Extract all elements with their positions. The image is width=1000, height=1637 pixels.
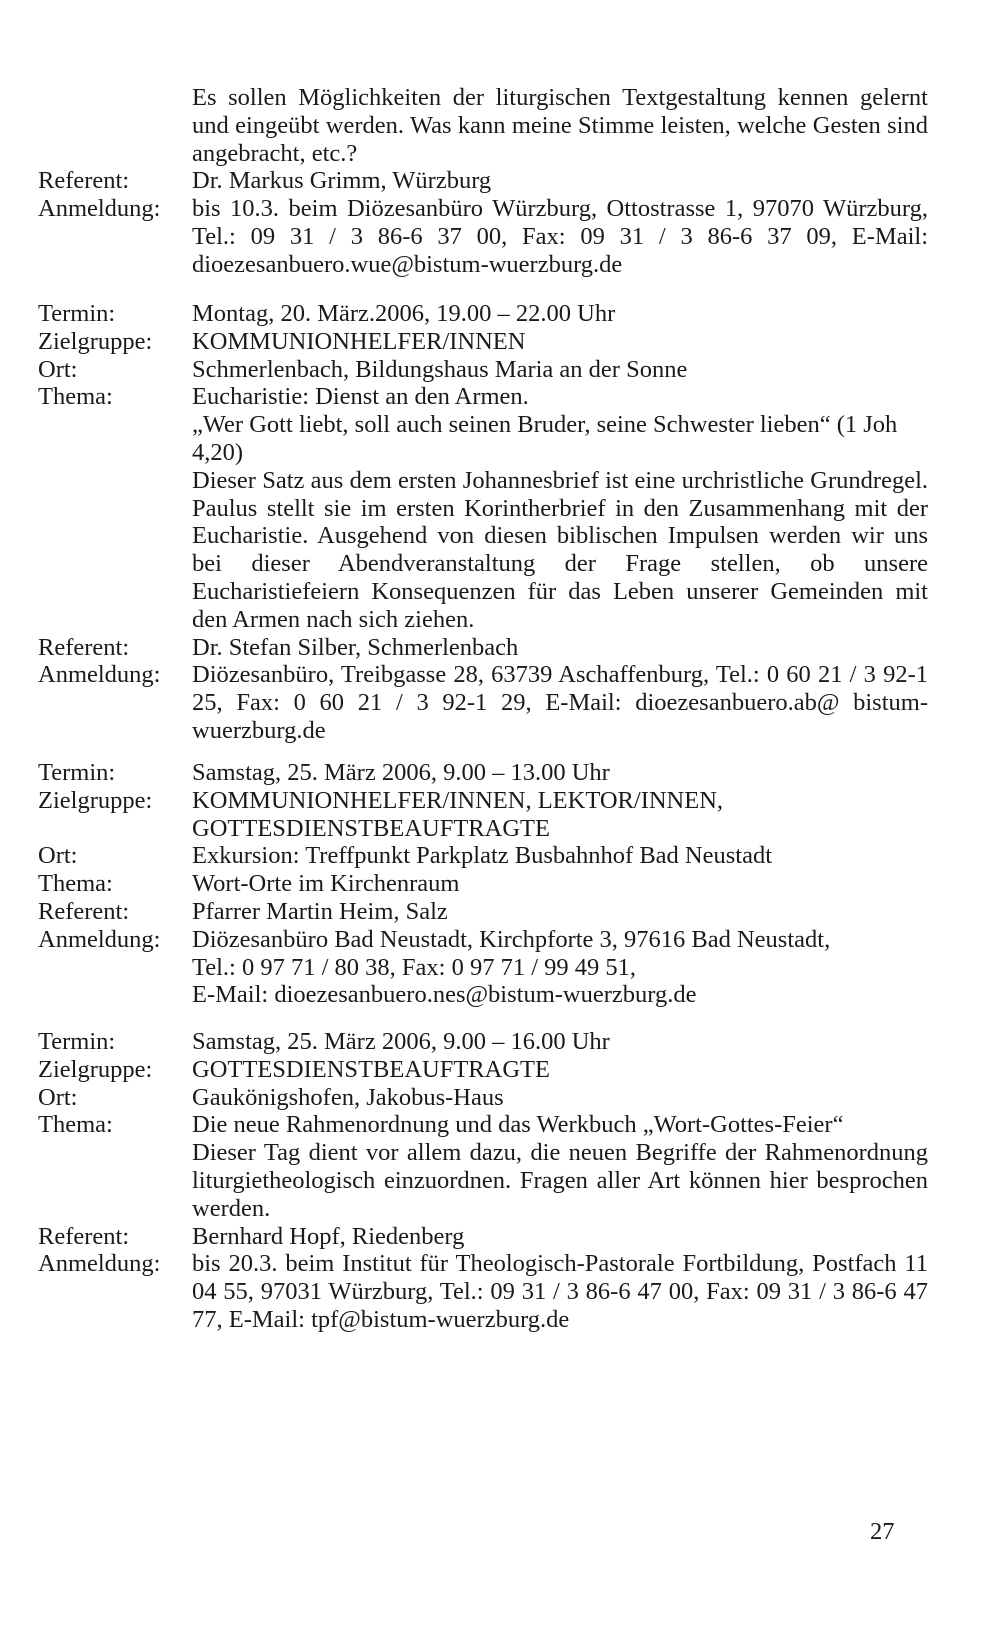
thema-value: Wort-Orte im Kirchenraum (192, 870, 460, 898)
thema-row (38, 1111, 928, 1222)
anmeldung-value: bis 10.3. beim Diözesanbüro Würzburg, Ottostrasse 1, 97070 Würzburg, Tel.: 09 31 / 3 86-6 37 00, Fax: 09 31 / 3 86-6 37 09, E-Mail: dioezesanbuero.wue@bistum-wuerzburg.de (192, 195, 928, 278)
intro-anmeldung-row (38, 195, 928, 278)
thema-value: Eucharistie: Dienst an den Armen. (192, 383, 529, 411)
anmeldung-label: Anmeldung: (38, 1250, 161, 1278)
referent-value: Dr. Markus Grimm, Würzburg (192, 167, 492, 195)
termin-value: Samstag, 25. März 2006, 9.00 – 16.00 Uhr (192, 1028, 610, 1055)
zielgruppe-value: KOMMUNIONHELFER/INNEN (192, 327, 526, 355)
zielgruppe-row (38, 787, 928, 843)
intro-referent-row (38, 167, 928, 195)
ort-value: Schmerlenbach, Bildungshaus Maria an der Sonne (192, 355, 688, 383)
anmeldung-content (192, 926, 928, 1009)
zielgruppe-value: KOMMUNIONHELFER/INNEN, LEKTOR/INNEN, GOTTESDIENSTBEAUFTRAGTE (192, 786, 724, 842)
ort-row (38, 842, 928, 870)
zielgruppe-label: Zielgruppe: (38, 1055, 153, 1083)
zielgruppe-label: Zielgruppe: (38, 786, 153, 814)
anmeldung-label: Anmeldung: (38, 925, 161, 953)
referent-label: Referent: (38, 633, 130, 661)
ort-row (38, 356, 928, 384)
thema-row (38, 870, 928, 898)
thema-text: Dieser Tag dient vor allem dazu, die neuen Begriffe der Rahmenordnung liturgietheologisch einzuordnen. Fragen aller Art können hier besprochen werden. (192, 1139, 928, 1222)
termin-row (38, 300, 928, 328)
thema-quote: „Wer Gott liebt, soll auch seinen Bruder, seine Schwester lieben“ (1 Joh 4,20) (192, 411, 898, 466)
anmeldung-value: Diözesanbüro, Treibgasse 28, 63739 Aschaffenburg, Tel.: 0 60 21 / 3 92-1 25, Fax: 0 60 21 / 3 92-1 29, E-Mail: dioezesanbuero.ab@ bistum-wuerzburg.de (192, 661, 928, 744)
intro-block (38, 84, 928, 279)
zielgruppe-row (38, 1056, 928, 1084)
zielgruppe-value: GOTTESDIENSTBEAUFTRAGTE (192, 1055, 550, 1083)
ort-value: Exkursion: Treffpunkt Parkplatz Busbahnhof Bad Neustadt (192, 842, 773, 870)
ort-label: Ort: (38, 842, 78, 870)
zielgruppe-row (38, 328, 928, 356)
thema-label: Thema: (38, 870, 113, 898)
termin-value: Montag, 20. März.2006, 19.00 – 22.00 Uhr (192, 300, 616, 327)
ort-value: Gaukönigshofen, Jakobus-Haus (192, 1083, 504, 1111)
thema-label: Thema: (38, 1111, 113, 1139)
anmeldung-line: Tel.: 0 97 71 / 80 38, Fax: 0 97 71 / 99 49 51, (192, 953, 637, 981)
referent-label: Referent: (38, 897, 130, 925)
anmeldung-label: Anmeldung: (38, 661, 161, 689)
termin-label: Termin: (38, 759, 116, 786)
referent-label: Referent: (38, 1222, 130, 1250)
thema-content (192, 1111, 928, 1222)
intro-description-row (38, 84, 928, 167)
event-block (38, 300, 928, 745)
anmeldung-line: E-Mail: dioezesanbuero.nes@bistum-wuerzburg.de (192, 981, 697, 1009)
termin-row (38, 759, 928, 787)
referent-row (38, 1223, 928, 1251)
thema-value: Die neue Rahmenordnung und das Werkbuch „Wort-Gottes-Feier“ (192, 1111, 844, 1139)
empty-label (38, 84, 192, 167)
ort-row (38, 1084, 928, 1112)
referent-value: Pfarrer Martin Heim, Salz (192, 897, 448, 925)
ort-label: Ort: (38, 355, 78, 383)
termin-label: Termin: (38, 300, 116, 327)
ort-label: Ort: (38, 1083, 78, 1111)
referent-row (38, 634, 928, 662)
referent-label: Referent: (38, 167, 130, 195)
event-block (38, 1028, 928, 1334)
page-number: 27 (870, 1518, 895, 1545)
anmeldung-line: Diözesanbüro Bad Neustadt, Kirchpforte 3, 97616 Bad Neustadt, (192, 925, 831, 953)
termin-value: Samstag, 25. März 2006, 9.00 – 13.00 Uhr (192, 759, 610, 786)
referent-row (38, 898, 928, 926)
thema-text: Dieser Satz aus dem ersten Johannesbrief ist eine urchristliche Grundregel. Paulus stellt sie im ersten Korintherbrief in den Zusammenhang mit der Eucharistie. Ausgehend von diesen biblischen Impulsen werden wir uns bei dieser Abendveranstaltung der Frage stellen, ob unsere Eucharistiefeiern Konsequenzen für das Leben unserer Gemeinden mit den Armen nach sich ziehen. (192, 466, 928, 633)
anmeldung-value: bis 20.3. beim Institut für Theologisch-Pastorale Fortbildung, Postfach 11 04 55, 97031 Würzburg, Tel.: 09 31 / 3 86-6 47 00, Fax: 09 31 / 3 86-6 47 77, E-Mail: tpf@bistum-wuerzburg.de (192, 1250, 928, 1333)
referent-value: Dr. Stefan Silber, Schmerlenbach (192, 633, 519, 661)
event-block (38, 759, 928, 1009)
termin-row (38, 1028, 928, 1056)
termin-label: Termin: (38, 1028, 116, 1055)
intro-description: Es sollen Möglichkeiten der liturgischen Textgestaltung kennen gelernt und eingeübt werden. Was kann meine Stimme leisten, welche Gesten sind angebracht, etc.? (192, 84, 928, 167)
anmeldung-label: Anmeldung: (38, 195, 161, 223)
anmeldung-row (38, 661, 928, 744)
thema-label: Thema: (38, 383, 113, 411)
referent-value: Bernhard Hopf, Riedenberg (192, 1222, 465, 1250)
thema-content (192, 383, 928, 633)
anmeldung-row (38, 926, 928, 1009)
anmeldung-row (38, 1250, 928, 1333)
thema-row (38, 383, 928, 633)
zielgruppe-label: Zielgruppe: (38, 327, 153, 355)
